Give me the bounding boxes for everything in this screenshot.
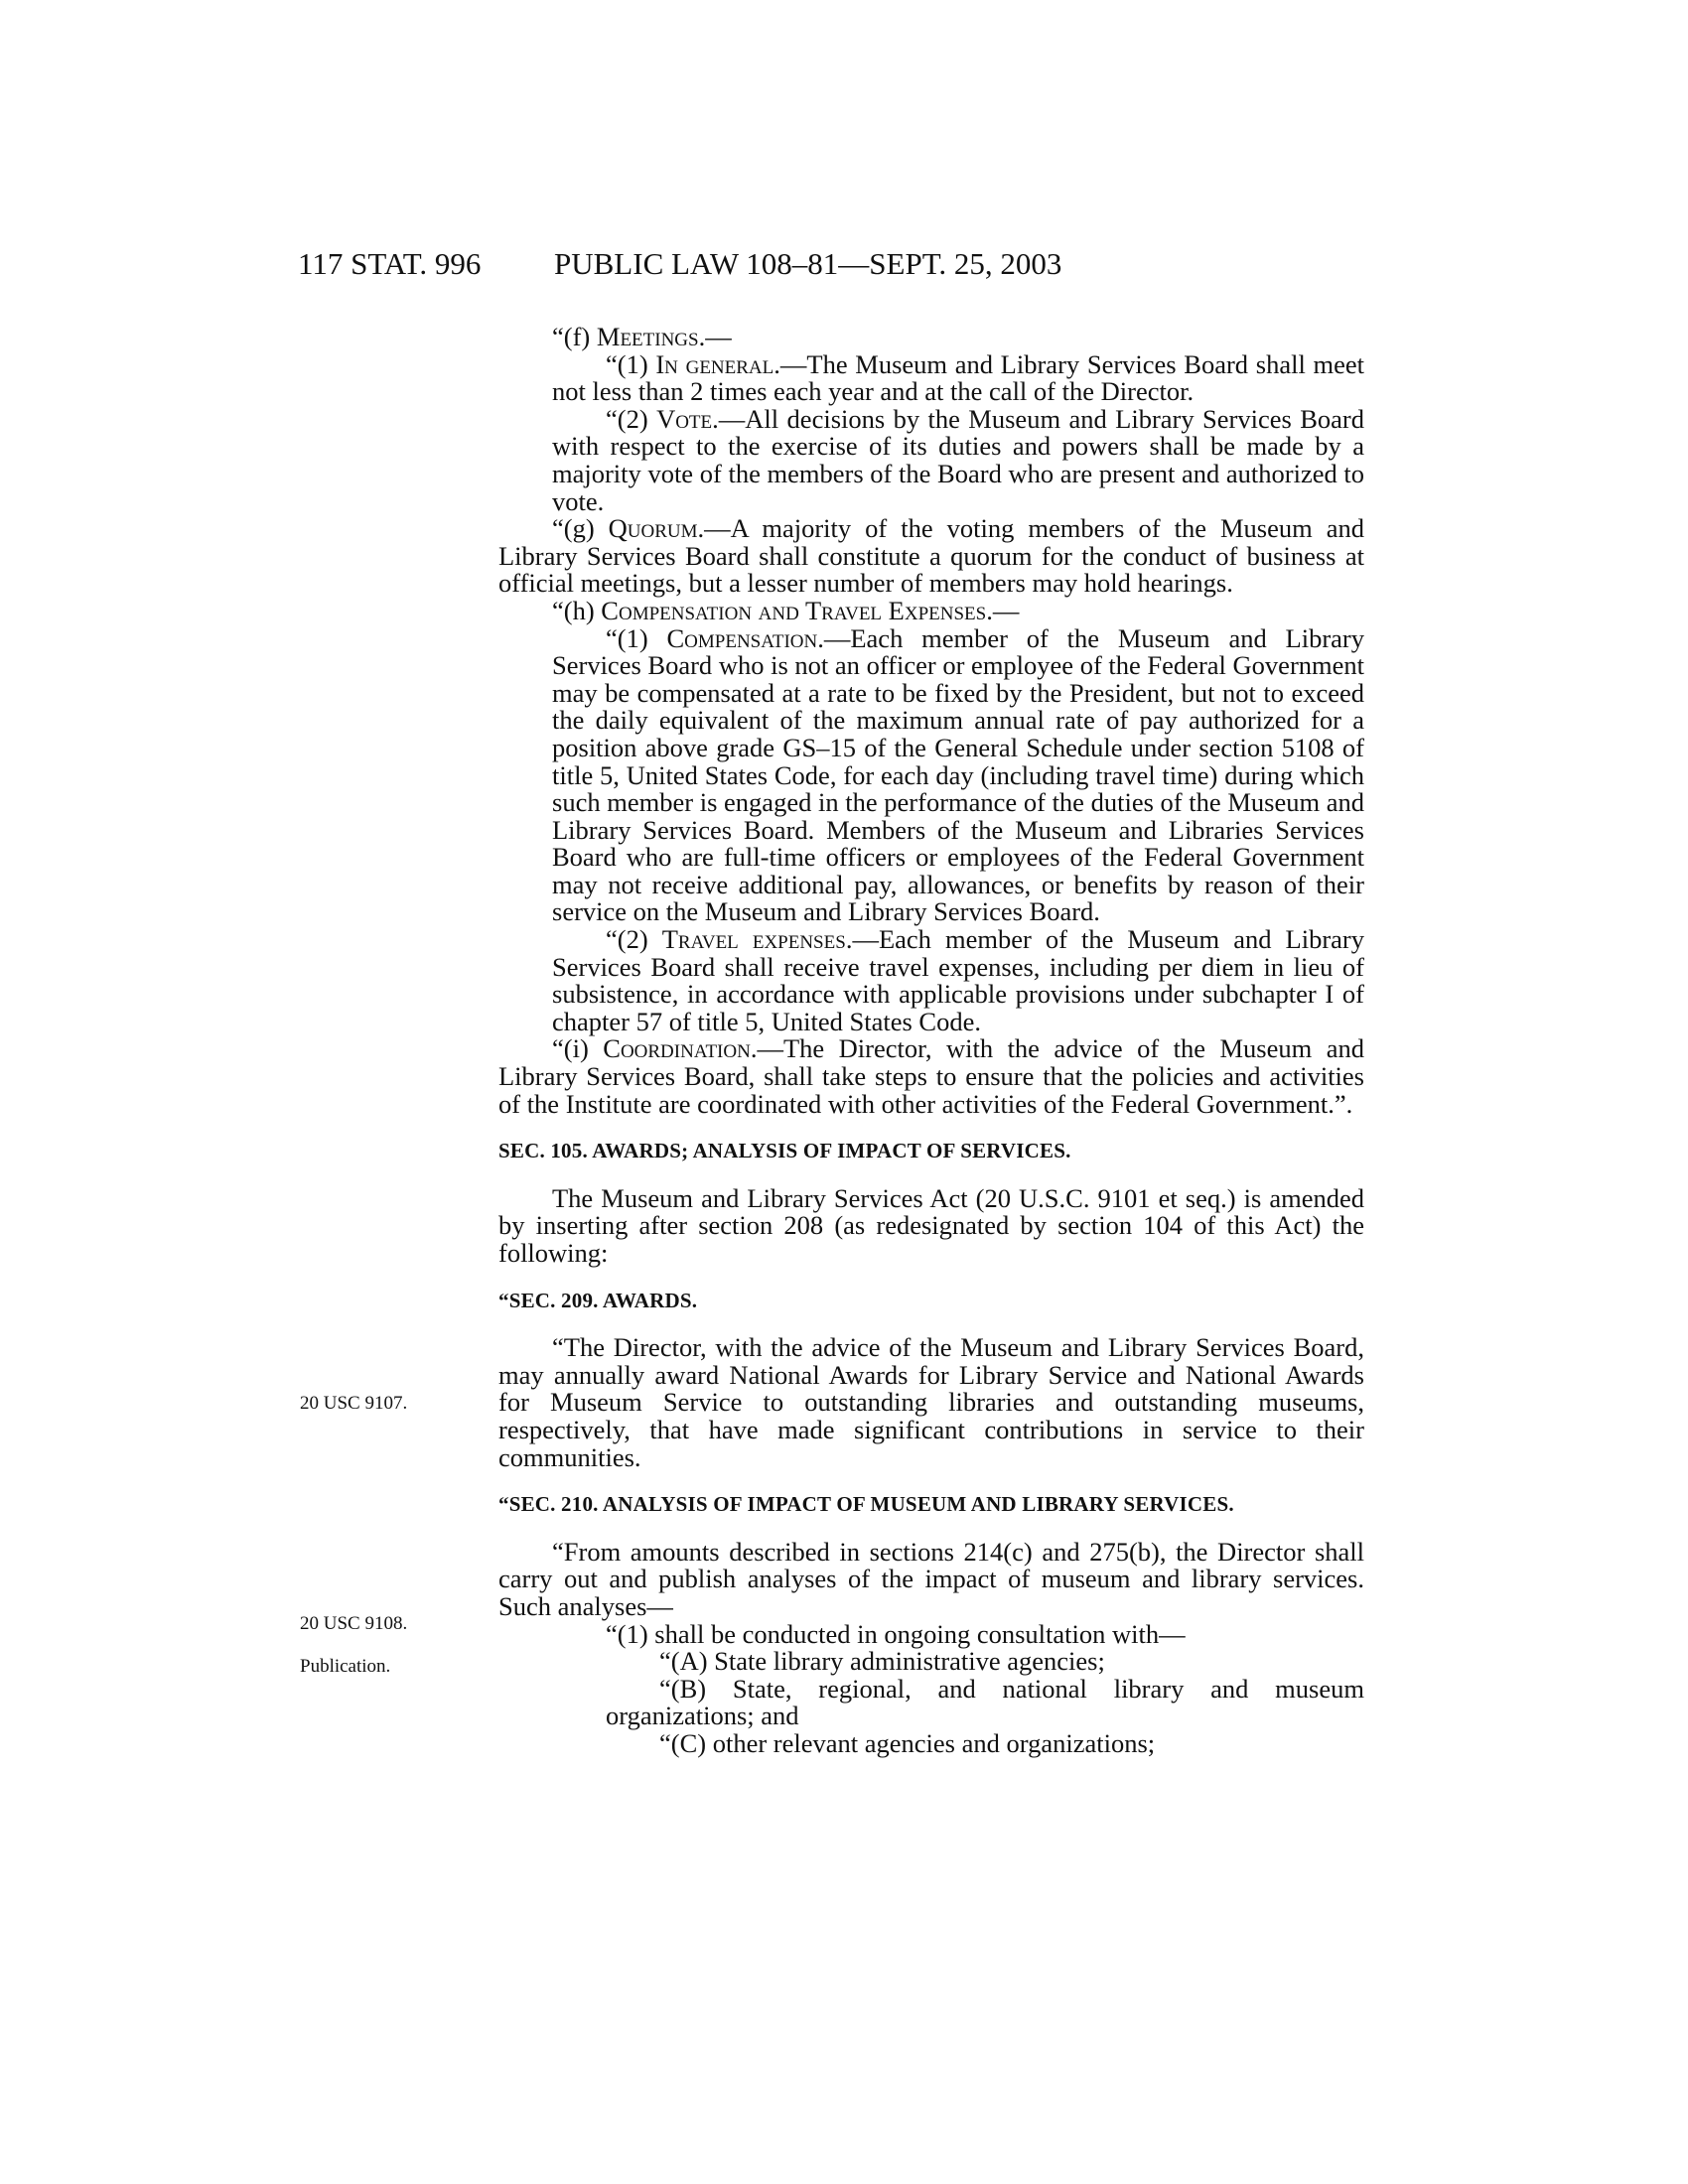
statute-page-number: 117 STAT. 996 xyxy=(298,246,482,281)
paragraph-h2: “(2) Travel expenses.—Each member of the Museum and Library Services Board shall receive travel expenses, including per diem in lieu of subsistence, in accordance with applicable provisions under subchapter I of chapter 57 of title 5, United States Code. xyxy=(552,924,1364,1036)
public-law-title: PUBLIC LAW 108–81—SEPT. 25, 2003 xyxy=(554,246,1062,281)
paragraph-f1: “(1) In general.—The Museum and Library Services Board shall meet not less than 2 times each year and at the call of the Director. xyxy=(552,348,1364,407)
section-105-text: The Museum and Library Services Act (20 U.S.C. 9101 et seq.) is amended by inserting after section 208 (as redesignated by section 104 of this Act) the following: xyxy=(498,1182,1364,1268)
subsection-g: “(g) Quorum.—A majority of the voting members of the Museum and Library Services Board shall constitute a quorum for the conduct of business at official meetings, but a lesser number of members may hold hearings. xyxy=(498,513,1364,599)
margin-note-publication: Publication. xyxy=(300,1656,391,1677)
margin-note-usc-9107: 20 USC 9107. xyxy=(300,1393,408,1414)
subsection-h-heading: “(h) Compensation and Travel Expenses.— xyxy=(552,595,1020,625)
main-text xyxy=(498,324,1364,1758)
list-item-1: “(1) shall be conducted in ongoing consultation with— xyxy=(606,1618,1186,1649)
section-209-heading: “SEC. 209. AWARDS. xyxy=(498,1288,698,1312)
section-105-heading: SEC. 105. AWARDS; ANALYSIS OF IMPACT OF SERVICES. xyxy=(498,1139,1071,1163)
section-210-heading: “SEC. 210. ANALYSIS OF IMPACT OF MUSEUM AND LIBRARY SERVICES. xyxy=(498,1492,1234,1517)
section-210-text: “From amounts described in sections 214(c) and 275(b), the Director shall carry out and publish analyses of the impact of museum and library services. Such analyses— xyxy=(498,1536,1364,1621)
subsection-f-heading: “(f) Meetings.— xyxy=(552,322,732,351)
paragraph-f2: “(2) Vote.—All decisions by the Museum and Library Services Board with respect to the exercise of its duties and powers shall be made by a majority vote of the members of the Board who are present and authorized to vote. xyxy=(552,403,1364,516)
page-header xyxy=(0,246,1688,286)
section-209-text: “The Director, with the advice of the Museum and Library Services Board, may annually award National Awards for Library Service and National Awards for Museum Service to outstanding libraries and outstanding museums, respectively, that have made significant contributions in service to their communities. xyxy=(498,1332,1364,1472)
paragraph-h1: “(1) Compensation.—Each member of the Museum and Library Services Board who is not an officer or employee of the Federal Government may be compensated at a rate to be fixed by the President, but not to exceed the daily equivalent of the maximum annual rate of pay authorized for a position above grade GS–15 of the General Schedule under section 5108 of title 5, United States Code, for each day (including travel time) during which such member is engaged in the performance of the duties of the Museum and Library Services Board. Members of the Museum and Libraries Services Board who are full-time officers or employees of the Federal Government may not receive additional pay, allowances, or benefits by reason of their service on the Museum and Library Services Board. xyxy=(552,622,1364,927)
list-item-c: “(C) other relevant agencies and organizations; xyxy=(659,1727,1156,1758)
list-item-b: “(B) State, regional, and national library and museum organizations; and xyxy=(606,1673,1364,1731)
subsection-i: “(i) Coordination.—The Director, with the advice of the Museum and Library Services Board, shall take steps to ensure that the policies and activities of the Institute are coordinated with other activities of the Federal Government.”. xyxy=(498,1033,1364,1119)
margin-note-usc-9108: 20 USC 9108. xyxy=(300,1613,408,1634)
list-item-a: “(A) State library administrative agencies; xyxy=(659,1646,1105,1677)
